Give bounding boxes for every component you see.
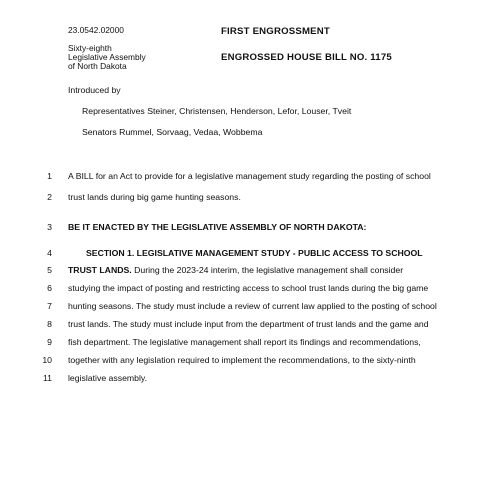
enacting-clause: BE IT ENACTED BY THE LEGISLATIVE ASSEMBLY OF NORTH DAKOTA: <box>68 222 367 232</box>
section-heading: SECTION 1. LEGISLATIVE MANAGEMENT STUDY - PUBLIC ACCESS TO SCHOOL <box>86 248 423 258</box>
line-number: 9 <box>47 337 52 347</box>
bill-line-text-rest: During the 2023-24 interim, the legislative management shall consider <box>131 265 404 275</box>
bill-line-text: trust lands during big game hunting seasons. <box>68 192 241 202</box>
bill-line-text: trust lands. The study must include input from the department of trust lands and the game and <box>68 319 429 329</box>
bill-code: 23.0542.02000 <box>68 25 124 35</box>
section-heading-cont: TRUST LANDS. <box>68 265 132 275</box>
line-number: 5 <box>47 265 52 275</box>
bill-line-text: fish department. The legislative management shall report its findings and recommendations, <box>68 337 421 347</box>
bill-line-text: hunting seasons. The study must include a review of current law applied to the posting of school <box>68 301 437 311</box>
line-number: 4 <box>47 248 52 258</box>
bill-title: ENGROSSED HOUSE BILL NO. 1175 <box>221 52 392 63</box>
line-number: 11 <box>42 373 52 383</box>
bill-line-text: A BILL for an Act to provide for a legislative management study regarding the posting of school <box>68 171 431 181</box>
representatives-list: Representatives Steiner, Christensen, Henderson, Lefor, Louser, Tveit <box>82 106 352 116</box>
introduced-by-label: Introduced by <box>68 85 121 95</box>
line-number: 6 <box>47 283 52 293</box>
line-number: 3 <box>47 222 52 232</box>
legislative-assembly <box>68 44 178 72</box>
senators-list: Senators Rummel, Sorvaag, Vedaa, Wobbema <box>82 127 263 137</box>
line-number: 1 <box>47 171 52 181</box>
bill-line-text <box>68 265 403 275</box>
assembly-line-1: Sixty-eighth <box>68 43 112 53</box>
bill-line-text: studying the impact of posting and restricting access to school trust lands during the big game <box>68 283 429 293</box>
engrossment-heading: FIRST ENGROSSMENT <box>221 26 330 37</box>
line-number: 2 <box>47 192 52 202</box>
bill-line-text: legislative assembly. <box>68 373 148 383</box>
line-number: 10 <box>42 355 52 365</box>
line-number: 7 <box>47 301 52 311</box>
assembly-line-2: Legislative Assembly <box>68 52 146 63</box>
bill-line-text: together with any legislation required to implement the recommendations, to the sixty-ninth <box>68 355 416 365</box>
assembly-line-3: of North Dakota <box>68 61 127 72</box>
line-number: 8 <box>47 319 52 329</box>
